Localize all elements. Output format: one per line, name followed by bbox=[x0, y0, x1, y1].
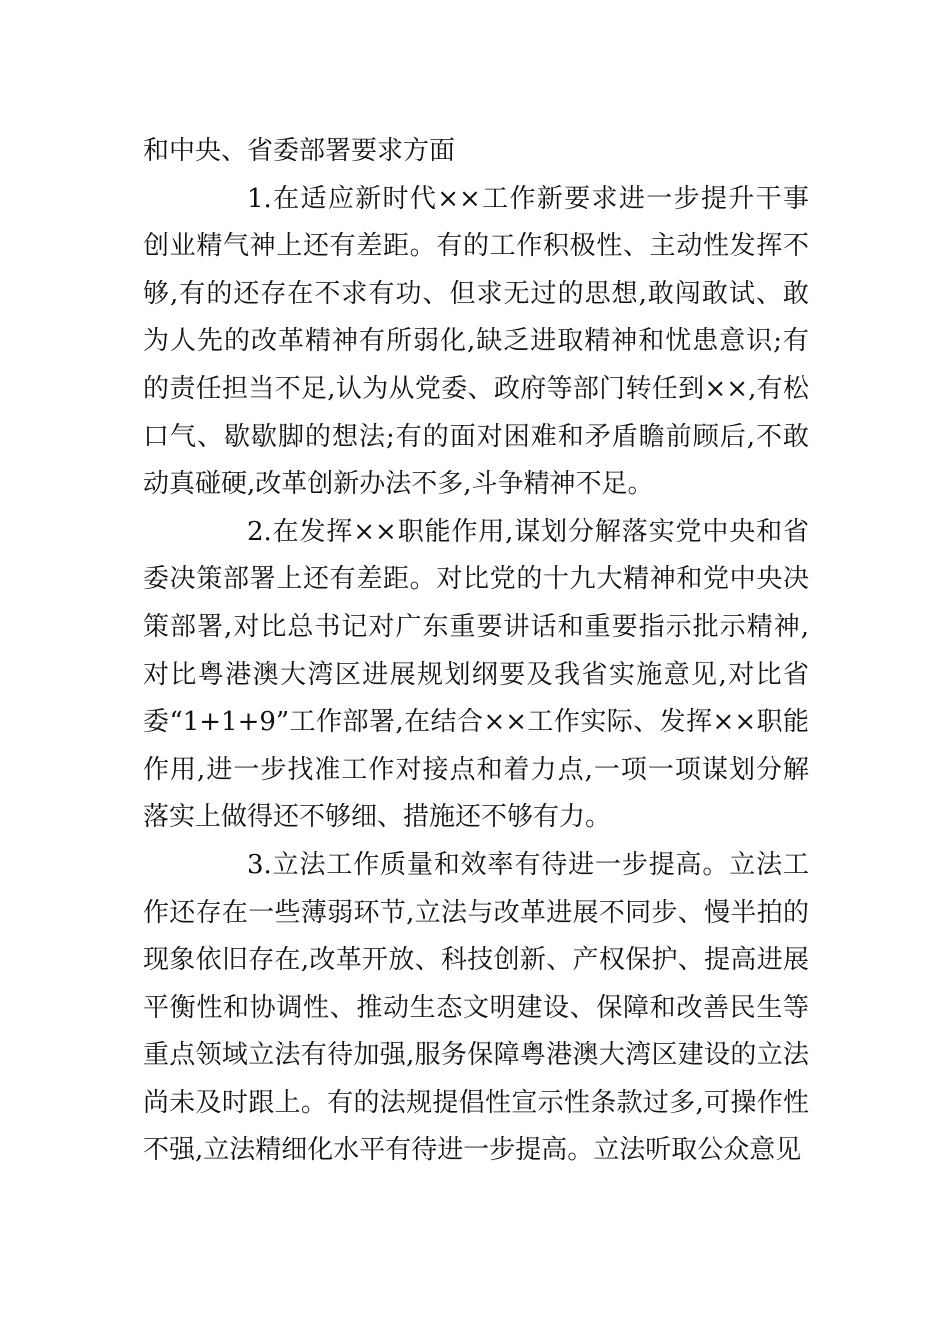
paragraph-item-3: 3.立法工作质量和效率有待进一步提高。立法工作还存在一些薄弱环节,立法与改革进展不同步、慢半拍的现象依旧存在,改革开放、科技创新、产权保护、提高进展平衡性和协调性、推动生态文明建设、保障和改善民生等重点领域立法有待加强,服务保障粤港澳大湾区建设的立法尚未及时跟上。有的法规提倡性宣示性条款过多,可操作性不强,立法精细化水平有待进一步提高。立法听取公众意见 bbox=[143, 849, 809, 1166]
document-body bbox=[143, 128, 809, 1175]
paragraph-item-2: 2.在发挥××职能作用,谋划分解落实党中央和省委决策部署上还有差距。对比党的十九大精神和党中央决策部署,对比总书记对广东重要讲话和重要指示批示精神,对比粤港澳大湾区进展规划纲要及我省实施意见,对比省委“1+1+9”工作部署,在结合××工作实际、发挥××职能作用,进一步找准工作对接点和着力点,一项一项谋划分解落实上做得还不够细、措施还不够有力。 bbox=[143, 516, 809, 833]
paragraph-continuation: 和中央、省委部署要求方面 bbox=[143, 136, 456, 166]
paragraph-item-1: 1.在适应新时代××工作新要求进一步提升干事创业精气神上还有差距。有的工作积极性、主动性发挥不够,有的还存在不求有功、但求无过的思想,敢闯敢试、敢为人先的改革精神有所弱化,缺乏进取精神和忧患意识;有的责任担当不足,认为从党委、政府等部门转任到××,有松口气、歇歇脚的想法;有的面对困难和矛盾瞻前顾后,不敢动真碰硬,改革创新办法不多,斗争精神不足。 bbox=[143, 183, 809, 500]
